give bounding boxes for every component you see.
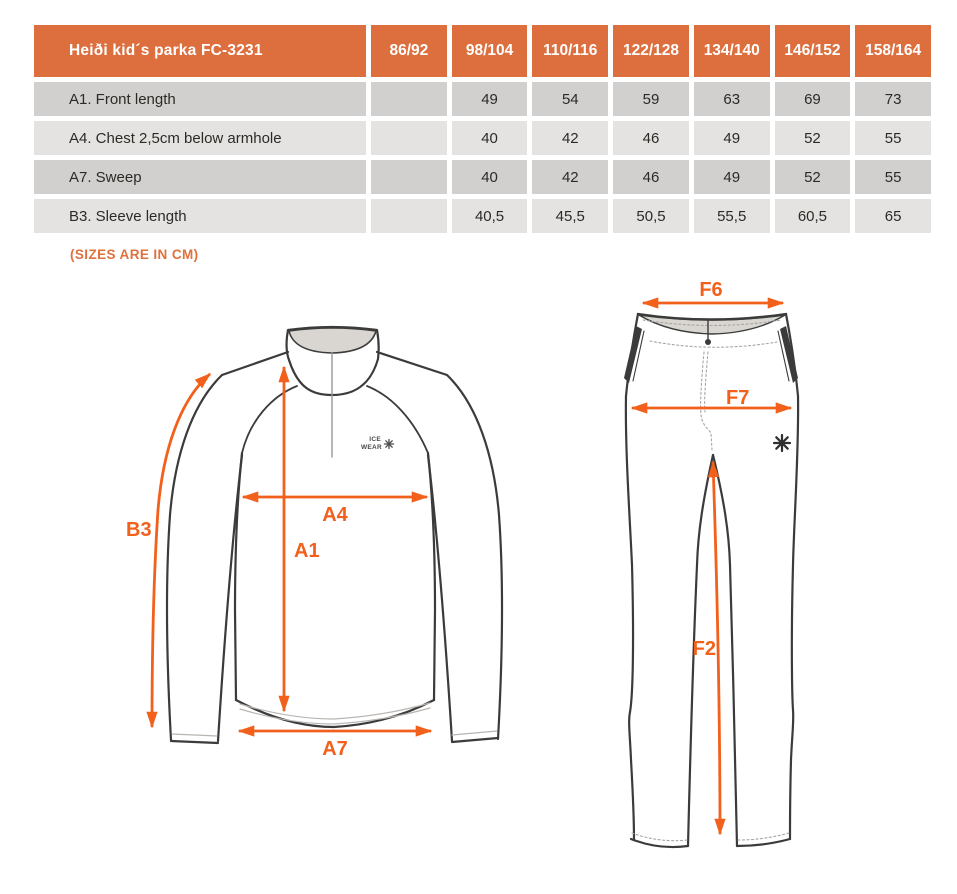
value-cell: 52 [775,121,851,155]
value-cell: 49 [452,82,528,116]
value-cell: 73 [855,82,931,116]
size-col-header-158-164: 158/164 [855,25,931,77]
value-cell: 55 [855,160,931,194]
logo-text-ice: ICE [369,436,381,443]
value-cell: 59 [613,82,689,116]
value-cell: 40 [452,121,528,155]
row-label-sleeve-length: B3. Sleeve length [34,199,366,233]
value-cell [371,160,447,194]
value-cell: 55 [855,121,931,155]
value-cell [371,82,447,116]
value-cell: 63 [694,82,770,116]
sweater-drawing [167,327,502,743]
value-cell: 46 [613,121,689,155]
value-cell: 54 [532,82,608,116]
collar-inner [289,328,376,353]
size-col-header-146-152: 146/152 [775,25,851,77]
label-a1: A1 [294,540,320,562]
snowflake-icon [774,435,790,451]
table-title: Heiði kid´s parka FC-3231 [34,25,366,77]
label-a4: A4 [322,504,348,526]
pants-drawing [624,314,798,847]
value-cell [371,199,447,233]
icewear-logo [361,436,394,451]
row-label-front-length: A1. Front length [34,82,366,116]
row-label-sweep: A7. Sweep [34,160,366,194]
size-col-header-86-92: 86/92 [371,25,447,77]
value-cell: 42 [532,160,608,194]
value-cell: 49 [694,160,770,194]
value-cell: 65 [855,199,931,233]
value-cell: 52 [775,160,851,194]
value-cell: 60,5 [775,199,851,233]
waist-button [705,339,711,345]
arrow-b3 [152,374,210,727]
snowflake-icon [385,440,394,449]
value-cell: 55,5 [694,199,770,233]
measurement-diagrams [0,270,957,894]
value-cell: 40,5 [452,199,528,233]
value-cell: 46 [613,160,689,194]
value-cell: 45,5 [532,199,608,233]
label-f6: F6 [699,279,723,301]
row-label-chest: A4. Chest 2,5cm below armhole [34,121,366,155]
value-cell: 42 [532,121,608,155]
value-cell: 69 [775,82,851,116]
sweater-arrows [152,367,431,731]
label-a7: A7 [322,738,348,760]
value-cell: 40 [452,160,528,194]
size-col-header-122-128: 122/128 [613,25,689,77]
logo-text-wear: WEAR [360,444,382,451]
label-b3: B3 [126,519,152,541]
size-table [34,25,931,233]
label-f7: F7 [726,387,750,409]
size-col-header-110-116: 110/116 [532,25,608,77]
value-cell [371,121,447,155]
pants-arrows [632,303,791,834]
label-f2: F2 [692,638,716,660]
sizes-in-cm-note: (SIZES ARE IN CM) [70,247,199,262]
value-cell: 50,5 [613,199,689,233]
size-col-header-98-104: 98/104 [452,25,528,77]
size-col-header-134-140: 134/140 [694,25,770,77]
value-cell: 49 [694,121,770,155]
